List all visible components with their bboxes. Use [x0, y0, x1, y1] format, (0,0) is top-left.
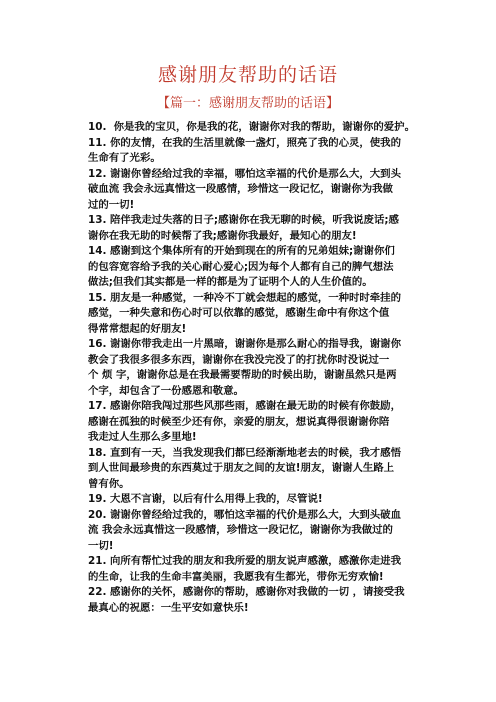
document-body [88, 120, 448, 616]
paragraph-15: 15. 朋友是一种感觉，一种冷不丁就会想起的感觉，一种时时牵挂的 感觉，一种失意和伤心时可以依靠的感觉，感谢生命中有你这个值 得常常想起的好朋友! [88, 291, 401, 335]
paragraph-16: 16. 谢谢你带我走出一片黑暗，谢谢你是那么耐心的指导我，谢谢你 教会了我很多很多东西，谢谢你在我没完没了的打扰你时没说过一 个 烦 字，谢谢你总是在我最需要帮助的时候出助，谢谢虽然只是两 个字，却包含了一份感恩和敬意。 [88, 338, 401, 397]
paragraph-14: 14. 感谢到这个集体所有的开始到现在的所有的兄弟姐妹;谢谢你们 的包容宽容给予我的关心耐心爱心;因为每个人都有自己的脾气想法 做法;但我们其实都是一样的都是为了证明个人的人生价值的。 [88, 245, 395, 288]
paragraph-18: 18. 直到有一天，当我发现我们都已经渐渐地老去的时候，我才感悟 到人世间最珍贵的东西莫过于朋友之间的友谊!朋友，谢谢人生路上 曾有你。 [88, 446, 401, 490]
paragraph-19: 19. 大恩不言谢，以后有什么用得上我的，尽管说! [88, 493, 323, 505]
paragraph-20: 20. 谢谢你曾经给过我的，哪怕这幸福的代价是那么大，大到头破血 流 我会永远真惜这一段感情，珍惜这一段记忆，谢谢你为我做过的 一切! [88, 508, 401, 552]
paragraph-10: 10. 你是我的宝贝，你是我的花，谢谢你对我的帮助，谢谢你的爱护。 [88, 121, 415, 133]
paragraph-22: 22. 感谢你的关怀，感谢你的帮助，感谢你对我做的一切 ，请接受我 最真心的祝愿：一生平安如意快乐! [88, 586, 405, 614]
document-subtitle: 【篇一：感谢朋友帮助的话语】 [156, 96, 339, 111]
paragraph-11: 11. 你的友情，在我的生活里就像一盏灯，照亮了我的心灵，使我的 生命有了光彩。 [88, 136, 401, 164]
paragraph-13: 13. 陪伴我走过失落的日子;感谢你在我无聊的时候，听我说废话;感 谢你在我无助的时候帮了我;感谢你我最好，最知心的朋友! [88, 214, 399, 242]
document-title: 感谢朋友帮助的话语 [157, 64, 338, 86]
paragraph-21: 21. 向所有帮忙过我的朋友和我所爱的朋友说声感激，感激你走进我 的生命，让我的生命丰富美丽，我愿我有生都光，带你无穷欢愉! [88, 555, 401, 583]
paragraph-17: 17. 感谢你陪我闯过那些风那些雨，感谢在最无助的时候有你鼓励， 感谢在孤独的时候至少还有你，亲爱的朋友，想说真得很谢谢你陪 我走过人生那么多里地! [88, 400, 401, 443]
paragraph-12: 12. 谢谢你曾经给过我的幸福，哪怕这幸福的代价是那么大，大到头 破血流 我会永远真惜这一段感情，珍惜这一段记忆，谢谢你为我做 过的一切! [88, 167, 401, 211]
